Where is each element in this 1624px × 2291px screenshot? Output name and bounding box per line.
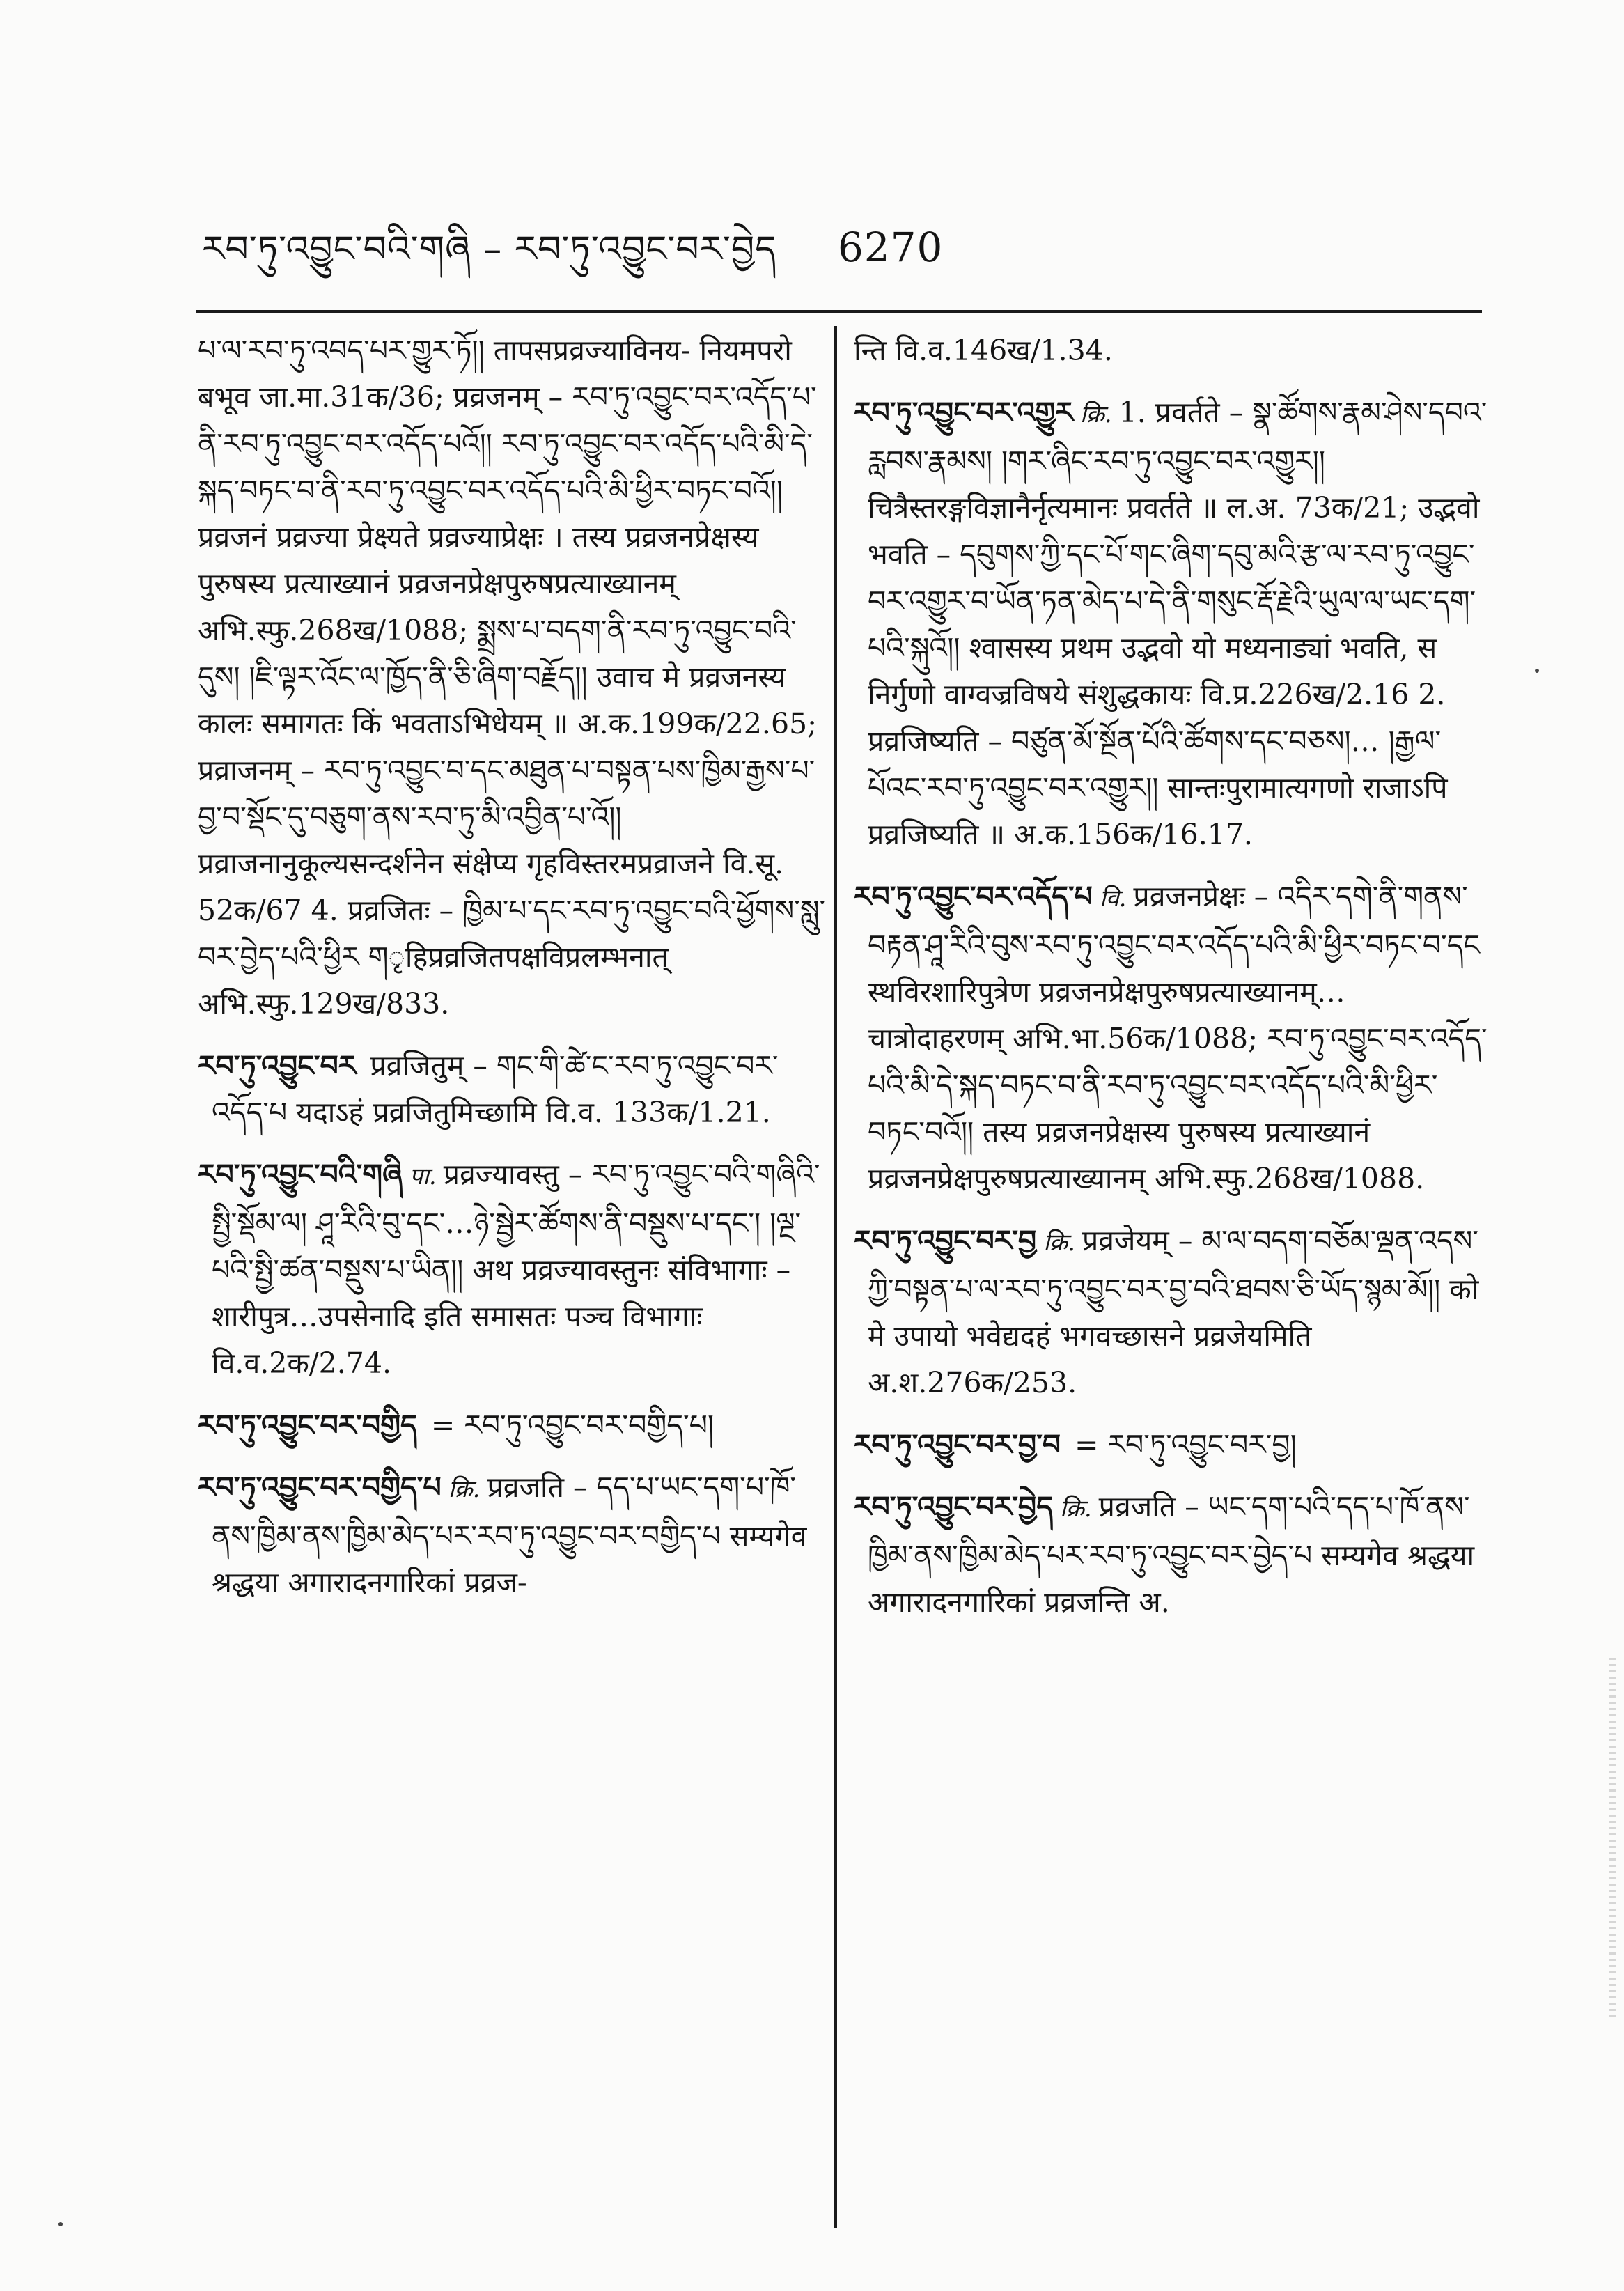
entry-pos: क्रि.: [1043, 1229, 1075, 1257]
scan-edge-artifact: [1609, 1658, 1616, 2020]
running-header: [202, 209, 943, 311]
dictionary-entry: [854, 1422, 1488, 1468]
entry-text: 1. प्रवर्तते – སྣ་ཚོགས་རྣམ་ཤེས་དབའ་རླབས་རྣམས། །གར་ཞིང་རབ་ཏུ་འབྱུང་བར་འགྱུར།། चित्रैस्तरङ्गविज्ञानैर्नृत्यमानः प्रवर्तते ॥ ल.अ. 73क/21; उद्भवो भवति – དབུགས་ཀྱི་དང་པོ་གང་ཞིག་དབུ་མའི་རྩ་ལ་རབ་ཏུ་འབྱུང་བར་འགྱུར་བ་ཡོན་ཏན་མེད་པ་དེ་ནི་གསུང་རྡོ་རྗེའི་ཡུལ་ལ་ཡང་དག་པའི་སྐུའོ།། श्वासस्य प्रथम उद्भवो यो मध्यनाड्यां भवति, स निर्गुणो वाग्वज्रविषये संशुद्धकायः वि.प्र.226ख/2.16 2. प्रव्रजिष्यति – བཙུན་མོ་སྔོན་པོའི་ཚོགས་དང་བཅས།… །རྒྱལ་པོའང་རབ་ཏུ་འབྱུང་བར་འགྱུར།། सान्तःपुरामात्यगणो राजाऽपि प्रव्रजिष्यति ॥ अ.क.156क/16.17.: [868, 396, 1488, 851]
entry-text: प्रव्रज्यावस्तु – རབ་ཏུ་འབྱུང་བའི་གཞིའི་སྤྱི་སྡོམ་ལ། ཤཱ་རིའི་བུ་དང་…ཉེ་སྦྱེར་ཚོགས་ནི་བསྡུས་པ་དང་། །ལྔ་པའི་སྤྱི་ཚན་བསྡུས་པ་ཡིན།། अथ प्रव्रज्यावस्तुनः संविभागाः – शारीपुत्र…उपसेनादि इति समासतः पञ्च विभागाः वि.व.2क/2.74.: [212, 1158, 820, 1380]
entry-text: प्रव्रजेयम् – མ་ལ་བདག་བཅོམ་ལྡན་འདས་ཀྱི་བསྟན་པ་ལ་རབ་ཏུ་འབྱུང་བར་བྱ་བའི་ཐབས་ཅི་ཡོད་སྙམ་མོ།། को मे उपायो भवेद्यदहं भगवच्छासने प्रव्रजेयमिति अ.श.276क/253.: [868, 1224, 1479, 1399]
entry-text: प्रव्रजनप्रेक्षः – འདིར་དགེ་ནི་གནས་བརྟན་ཤཱ་རིའི་བུས་རབ་ཏུ་འབྱུང་བར་འདོད་པའི་མི་ཕྱིར་བཏང་བ་དང स्थविरशारिपुत्रेण प्रव्रजनप्रेक्षपुरुषप्रत्याख्यानम्… चात्रोदाहरणम् अभि.भा.56क/1088; རབ་ཏུ་འབྱུང་བར་འདོད་པའི་མི་དེ་སྐད་བཏང་བ་ནི་རབ་ཏུ་འབྱུང་བར་འདོད་པའི་མི་ཕྱིར་བཏང་བའོ།། तस्य प्रव्रजनप्रेक्षस्य पुरुषस्य प्रत्याख्यानं प्रव्रजनप्रेक्षपुरुषप्रत्याख्यानम् अभि.स्फु.268ख/1088.: [868, 880, 1488, 1195]
entry-headword: རབ་ཏུ་འབྱུང་བར་འགྱུར: [854, 396, 1073, 429]
header-title: རབ་ཏུ་འབྱུང་བའི་གཞི – རབ་ཏུ་འབྱུང་བར་བྱེད: [202, 228, 777, 270]
dictionary-entry: [198, 1402, 831, 1449]
scan-speck: [58, 2222, 63, 2226]
entry-headword: རབ་ཏུ་འབྱུང་བར་བྱེད: [854, 1490, 1053, 1523]
entry-text: न्ति वि.व.146ख/1.34.: [854, 334, 1113, 367]
dictionary-entry: [854, 389, 1488, 858]
entry-text: = རབ་ཏུ་འབྱུང་བར་བྱ།: [1075, 1428, 1297, 1461]
entry-headword: རབ་ཏུ་འབྱུང་བའི་གཞི: [198, 1158, 403, 1191]
entry-headword: རབ་ཏུ་འབྱུང་བར་བྱ: [854, 1224, 1037, 1257]
dictionary-entry: [854, 1218, 1488, 1406]
dictionary-entry: [854, 327, 1488, 374]
entry-text: प्रव्रजति – ཡང་དག་པའི་དད་པ་ཁོ་ནས་ཁྱིམ་ནས་ཁྱིམ་མེད་པར་རབ་ཏུ་འབྱུང་བར་བྱེད་པ सम्यगेव श्रद्धया अगारादनगारिकां प्रव्रजन्ति अ.: [868, 1490, 1475, 1619]
dictionary-entry: [198, 1464, 831, 1606]
entry-headword: རབ་ཏུ་འབྱུང་བར་བྱ་བ: [854, 1428, 1061, 1461]
entry-headword: རབ་ཏུ་འབྱུང་བར་འདོད་པ: [854, 880, 1093, 913]
column-divider: [834, 326, 837, 2228]
page-number: 6270: [837, 224, 944, 271]
header-rule: [196, 310, 1482, 313]
dictionary-entry: [198, 1151, 831, 1387]
entry-headword: རབ་ཏུ་འབྱུང་བར་བགྱིད: [198, 1408, 417, 1442]
entry-pos: क्रि.: [1079, 401, 1112, 428]
entry-text: པ་ལ་རབ་ཏུ་འབད་པར་གྱུར་ཏོ།། तापसप्रव्रज्याविनय- नियमपरो बभूव जा.मा.31क/36; प्रव्रजनम् – རབ་ཏུ་འབྱུང་བར་འདོད་པ་ནི་རབ་ཏུ་འབྱུང་བར་འདོད་པའོ།། རབ་ཏུ་འབྱུང་བར་འདོད་པའི་མི་དེ་སྐད་བཏང་བ་ནི་རབ་ཏུ་འབྱུང་བར་འདོད་པའི་མི་ཕྱིར་བཏང་བའོ།། प्रव्रजनं प्रव्रज्या प्रेक्ष्यते प्रव्रज्याप्रेक्षः । तस्य प्रव्रजनप्रेक्षस्य पुरुषस्य प्रत्याख्यानं प्रव्रजनप्रेक्षपुरुषप्रत्याख्यानम् अभि.स्फु.268ख/1088; སྨྲས་པ་བདག་ནི་རབ་ཏུ་འབྱུང་བའི་དུས། །ཇི་ལྟར་འོང་ལ་ཁྱོད་ནི་ཅི་ཞིག་བརྗོད།། उवाच मे प्रव्रजनस्य कालः समागतः किं भवताऽभिधेयम् ॥ अ.क.199क/22.65; प्रव्राजनम् – རབ་ཏུ་འབྱུང་བ་དང་མཐུན་པ་བསྟན་པས་ཁྱིམ་རྒྱས་པ་བྱ་བ་སྡོང་དུ་བཅུག་ནས་རབ་ཏུ་མི་འབྱིན་པ་འོ།། प्रव्राजनानुकूल्यसन्दर्शनेन संक्षेप्य गृहविस्तरमप्रव्राजने वि.सू. 52क/67 4. प्रव्रजितः – ཁྱིམ་པ་དང་རབ་ཏུ་འབྱུང་བའི་ཕྱོགས་སླུ་བར་བྱེད་པའི་ཕྱིར གृहिप्रव्रजितपक्षविप्रलम्भनात् अभि.स्फु.129ख/833.: [198, 334, 826, 1020]
entry-headword: རབ་ཏུ་འབྱུང་བར་བགྱིད་པ: [198, 1470, 442, 1504]
dictionary-entry: [198, 327, 831, 1027]
entry-pos: वि.: [1099, 885, 1127, 912]
entry-pos: क्रि.: [1059, 1495, 1092, 1523]
scan-speck: [1535, 669, 1539, 673]
right-column: [854, 327, 1488, 1641]
dictionary-entry: [854, 1484, 1488, 1626]
entry-text: प्रव्रजति – དད་པ་ཡང་དག་པ་ཁོ་ནས་ཁྱིམ་ནས་ཁྱིམ་མེད་པར་རབ་ཏུ་འབྱུང་བར་བགྱིད་པ सम्यगेव श्रद्धया अगारादनगारिकां प्रव्रज-: [212, 1470, 807, 1599]
entry-pos: पा.: [409, 1163, 437, 1190]
left-column: [198, 327, 831, 1622]
entry-text: = རབ་ཏུ་འབྱུང་བར་བགྱིད་པ།: [430, 1408, 714, 1442]
entry-text: प्रव्रजितुम् – གང་གི་ཚེ་ང་རབ་ཏུ་འབྱུང་བར་འདོད་པ यदाऽहं प्रव्रजितुमिच्छामि वि.व. 133क/1.21.: [212, 1049, 779, 1129]
entry-headword: རབ་ཏུ་འབྱུང་བར: [198, 1049, 357, 1082]
entry-pos: क्रि.: [448, 1475, 481, 1503]
dictionary-entry: [854, 873, 1488, 1202]
dictionary-entry: [198, 1043, 831, 1136]
